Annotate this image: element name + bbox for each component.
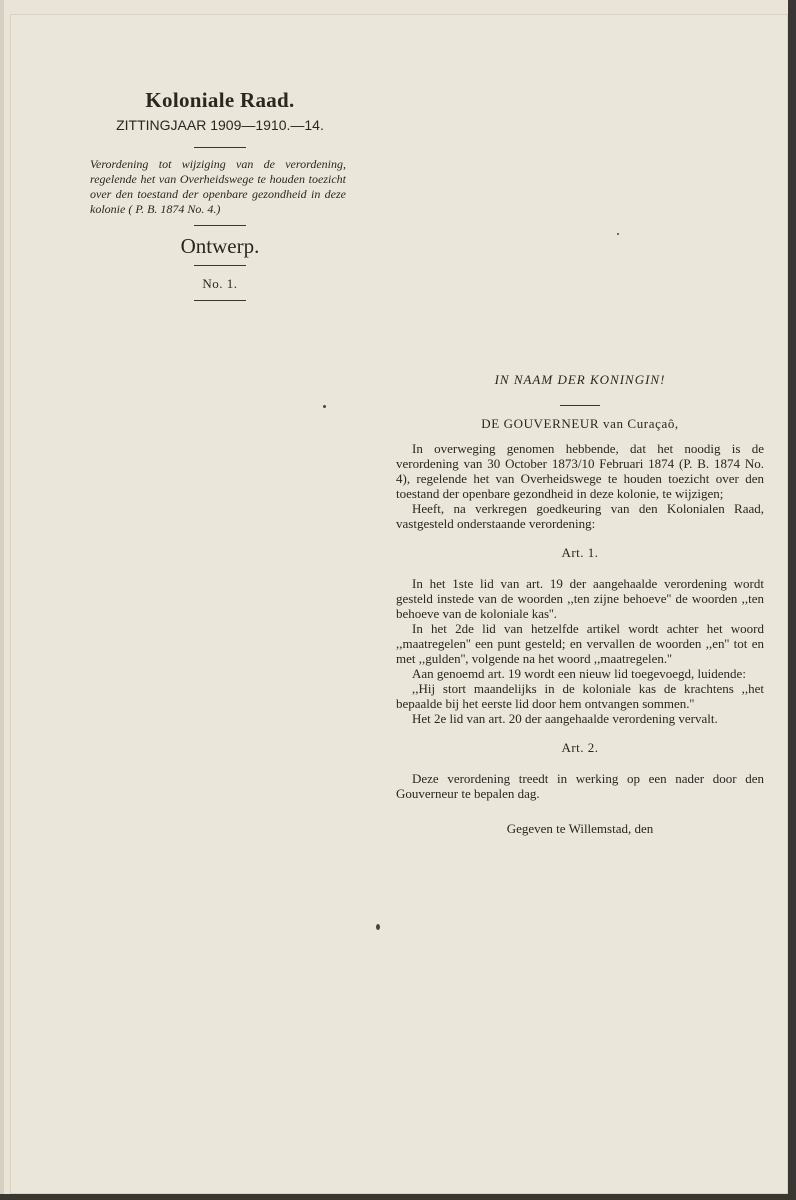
draft-label: Ontwerp. bbox=[180, 234, 260, 258]
article-paragraph: Deze verordening treedt in werking op een nader door den Gouverneur te bepalen dag. bbox=[396, 771, 764, 801]
article-paragraph: In het 2de lid van hetzelfde artikel wordt achter het woord ,,maatregelen'' een punt gesteld; en vervallen de woorden ,,en'' tot en met ,,gulden'', volgende na het woord ,,maatregelen.'' bbox=[396, 621, 764, 666]
invocation: IN NAAM DER KONINGIN! bbox=[494, 372, 666, 387]
speck bbox=[376, 924, 380, 930]
governor-line: DE GOUVERNEUR van Curaçaô, bbox=[481, 416, 679, 431]
divider bbox=[194, 225, 246, 226]
article-paragraph: Het 2e lid van art. 20 der aangehaalde verordening vervalt. bbox=[412, 711, 718, 726]
divider bbox=[194, 147, 246, 148]
closing-line: Gegeven te Willemstad, den bbox=[506, 821, 654, 836]
council-title: Koloniale Raad. bbox=[145, 88, 295, 112]
article-label: Art. 2. bbox=[561, 740, 599, 755]
article-label: Art. 1. bbox=[561, 545, 599, 560]
article-paragraph: In het 1ste lid van art. 19 der aangehaalde verordening wordt gesteld instede van de woorden ,,ten zijne behoeve'' de woorden ,,ten behoeve van de koloniale kas''. bbox=[396, 576, 764, 621]
preamble-paragraph: Heeft, na verkregen goedkeuring van den Kolonialen Raad, vastgesteld onderstaande verordening: bbox=[396, 501, 764, 531]
speck bbox=[323, 405, 326, 408]
ordinance-body bbox=[396, 372, 764, 836]
document-header bbox=[90, 88, 350, 301]
ordinance-subject: Verordening tot wijziging van de verordening, regelende het van Overheidswege te houden toezicht over den toestand der openbare gezondheid in deze kolonie ( P. B. 1874 No. 4.) bbox=[90, 157, 346, 216]
divider bbox=[560, 405, 600, 406]
divider bbox=[194, 300, 246, 301]
divider bbox=[194, 265, 246, 266]
scan-border-bottom bbox=[0, 1194, 796, 1200]
article-paragraph: ,,Hij stort maandelijks in de koloniale kas de krachtens ,,het bepaalde bij het eerste lid door hem ontvangen sommen.'' bbox=[396, 681, 764, 711]
session-year: ZITTINGJAAR 1909—1910.—14. bbox=[116, 117, 324, 133]
speck bbox=[617, 233, 619, 235]
document-number: No. 1. bbox=[202, 276, 238, 291]
article-paragraph: Aan genoemd art. 19 wordt een nieuw lid toegevoegd, luidende: bbox=[412, 666, 746, 681]
preamble-paragraph: In overweging genomen hebbende, dat het noodig is de verordening van 30 October 1873/10 Februari 1874 (P. B. 1874 No. 4), regelende het van Overheidswege te houden toezicht over den toestand der openbare gezondheid in deze kolonie, te wijzigen; bbox=[396, 441, 764, 501]
scan-border-right bbox=[788, 0, 796, 1200]
page-left-edge bbox=[0, 0, 4, 1200]
